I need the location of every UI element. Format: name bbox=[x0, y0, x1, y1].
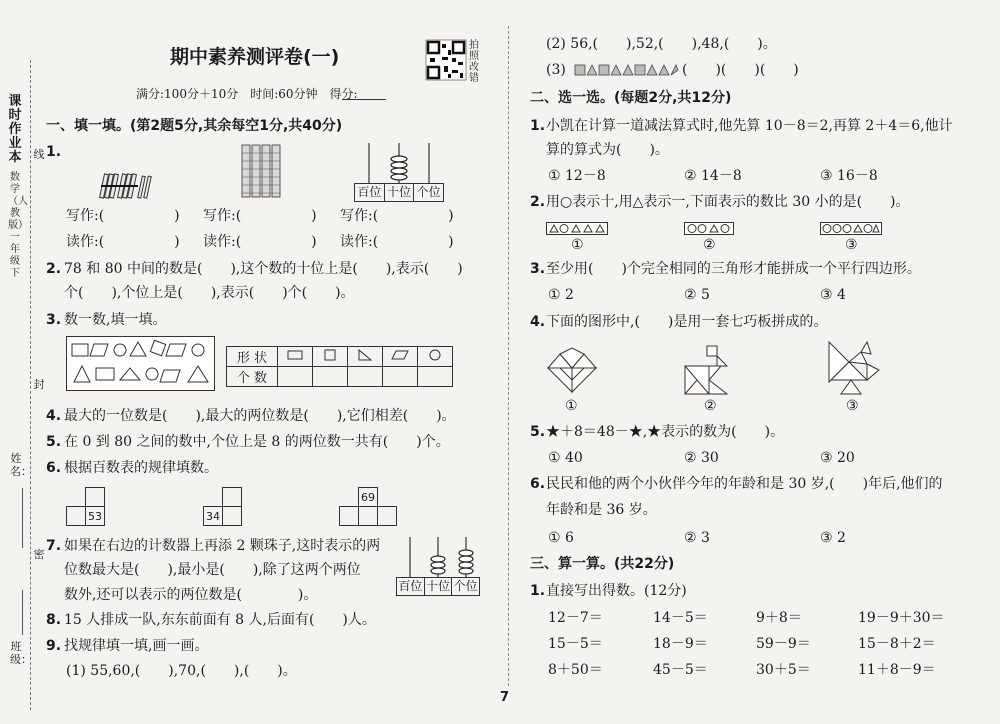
s2-q5-option-1[interactable]: ① 40 bbox=[548, 450, 583, 466]
s2-q5-text[interactable]: ★＋8＝48－★,★表示的数为( )。 bbox=[546, 424, 785, 440]
calc-item[interactable]: 12－7＝ bbox=[548, 610, 603, 626]
calc-item[interactable]: 45－5＝ bbox=[653, 662, 708, 678]
s2-q1-option-2[interactable]: ② 14－8 bbox=[684, 168, 742, 184]
grid-cell-given: 69 bbox=[359, 488, 378, 507]
calc-item[interactable]: 14－5＝ bbox=[653, 610, 708, 626]
abacus-label: 个位 bbox=[416, 185, 441, 199]
s1-q9-number: 9. bbox=[46, 638, 62, 654]
abacus-label: 百位 bbox=[397, 578, 425, 595]
abacus-label: 十位 bbox=[385, 184, 415, 201]
s2-q6-line1[interactable]: 民民和他的两个小伙伴今年的年龄和是 30 岁,( )年后,他们的 bbox=[546, 476, 943, 492]
page-title: 期中素养测评卷(一) bbox=[170, 46, 340, 68]
circle-icon bbox=[429, 349, 441, 361]
s1-q1-write-1[interactable]: 写作:( ) bbox=[66, 208, 180, 224]
s1-q9-text: 找规律填一填,画一画。 bbox=[64, 638, 209, 654]
spine-seal-word: 封 bbox=[33, 378, 45, 391]
s2-q1-number: 1. bbox=[530, 118, 546, 134]
spine-binding-line bbox=[30, 60, 31, 710]
s2-q5-option-2[interactable]: ② 30 bbox=[684, 450, 719, 466]
s1-q9-part3-prefix: (3) bbox=[546, 62, 566, 78]
s1-q6-text: 根据百数表的规律填数。 bbox=[64, 460, 218, 476]
s1-q3-number: 3. bbox=[46, 312, 62, 328]
shape-pattern-icon bbox=[574, 64, 678, 76]
s1-q1-number: 1. bbox=[46, 144, 62, 160]
option-figure-3[interactable] bbox=[820, 222, 882, 235]
spine-dense-word: 密 bbox=[33, 548, 45, 561]
s1-q7-line3[interactable]: 数外,还可以表示的两位数是( )。 bbox=[64, 587, 318, 603]
abacus-q7-icon bbox=[396, 537, 480, 579]
s1-q9-part3-blanks[interactable]: ( )( )( ) bbox=[682, 62, 799, 78]
spine-class-label: 班级： bbox=[10, 640, 32, 666]
grid-cell[interactable] bbox=[378, 507, 397, 526]
square-icon bbox=[324, 349, 336, 361]
calc-item[interactable]: 18－9＝ bbox=[653, 636, 708, 652]
section-3-heading: 三、算一算。(共22分) bbox=[530, 556, 675, 572]
s1-q7-line2[interactable]: 位数最大是( ),最小是( ),除了这两个两位 bbox=[64, 562, 361, 578]
count-cell[interactable] bbox=[278, 367, 313, 387]
shape-row-label: 形 状 bbox=[227, 347, 278, 367]
bundled-sticks-icon bbox=[98, 170, 158, 200]
s2-q6-option-3[interactable]: ③ 2 bbox=[820, 530, 846, 546]
s1-q1-read-2[interactable]: 读作:( ) bbox=[203, 234, 317, 250]
shape-parallelogram-cell bbox=[383, 347, 418, 367]
s2-q2-number: 2. bbox=[530, 194, 546, 210]
calc-item[interactable]: 8＋50＝ bbox=[548, 662, 603, 678]
s1-q4-text[interactable]: 最大的一位数是( ),最大的两位数是( ),它们相差( )。 bbox=[64, 408, 456, 424]
s1-q7-line1: 如果在右边的计数器上再添 2 颗珠子,这时表示的两 bbox=[64, 538, 381, 554]
s1-q1-read-1[interactable]: 读作:( ) bbox=[66, 234, 180, 250]
spine-line-word: 线 bbox=[33, 148, 45, 161]
s2-q5-number: 5. bbox=[530, 424, 546, 440]
s2-q2-text[interactable]: 用○表示十,用△表示一,下面表示的数比 30 小的是( )。 bbox=[546, 194, 910, 210]
shape-rect-cell bbox=[278, 347, 313, 367]
qr-caption: 拍照改错 bbox=[469, 40, 479, 84]
count-cell[interactable] bbox=[313, 367, 348, 387]
s3-q1-text: 直接写出得数。(12分) bbox=[546, 583, 687, 599]
calc-item[interactable]: 15－5＝ bbox=[548, 636, 603, 652]
calc-item[interactable]: 59－9＝ bbox=[756, 636, 811, 652]
s1-q9-part2[interactable]: (2) 56,( ),52,( ),48,( )。 bbox=[546, 36, 777, 52]
grid-cell[interactable] bbox=[223, 507, 242, 526]
s1-q5-number: 5. bbox=[46, 434, 62, 450]
triangle-icon bbox=[358, 349, 372, 361]
spine-subject: 数学（人教版）一年级下 bbox=[8, 172, 28, 279]
parallelogram-icon bbox=[391, 350, 409, 360]
count-cell[interactable] bbox=[383, 367, 418, 387]
abacus-q1-icon bbox=[354, 143, 444, 185]
shape-circle-cell bbox=[418, 347, 453, 367]
grid-cell-given: 34 bbox=[204, 507, 223, 526]
spine-class-line bbox=[22, 590, 23, 635]
s1-q9-part1[interactable]: (1) 55,60,( ),70,( ),( )。 bbox=[66, 663, 297, 679]
score-blank-line bbox=[342, 99, 386, 100]
section-1-heading: 一、填一填。(第2题5分,其余每空1分,共40分) bbox=[46, 118, 343, 134]
s1-q7-number: 7. bbox=[46, 538, 62, 554]
hundred-grid-2 bbox=[203, 487, 242, 526]
s2-q4-label-1: ① bbox=[565, 398, 578, 414]
tangram-figure-3[interactable] bbox=[827, 340, 883, 396]
calc-item[interactable]: 15－8＋2＝ bbox=[858, 636, 936, 652]
s1-q1-read-3[interactable]: 读作:( ) bbox=[340, 234, 454, 250]
hundred-grid-3 bbox=[339, 487, 397, 526]
s2-q6-option-1[interactable]: ① 6 bbox=[548, 530, 574, 546]
spine-name-label: 姓名： bbox=[10, 452, 32, 478]
s2-q6-line2: 年龄和是 36 岁。 bbox=[546, 502, 657, 518]
spine-book-title: 课时作业本 bbox=[8, 94, 22, 165]
s1-q8-text[interactable]: 15 人排成一队,东东前面有 8 人,后面有( )人。 bbox=[64, 612, 376, 628]
shape-triangle-cell bbox=[348, 347, 383, 367]
abacus-label: 个位 bbox=[453, 579, 478, 593]
s2-q1-option-3[interactable]: ③ 16－8 bbox=[820, 168, 878, 184]
count-row-label: 个 数 bbox=[227, 367, 278, 387]
s2-q4-number: 4. bbox=[530, 314, 546, 330]
s2-q2-label-2: ② bbox=[703, 237, 716, 253]
option-figure-1[interactable] bbox=[546, 222, 608, 235]
s2-q3-option-3[interactable]: ③ 4 bbox=[820, 287, 846, 303]
qr-code-icon bbox=[426, 40, 466, 80]
grid-cell[interactable] bbox=[359, 507, 378, 526]
grid-cell-given: 53 bbox=[86, 507, 105, 526]
s1-q3-text: 数一数,填一填。 bbox=[64, 312, 167, 328]
column-divider bbox=[508, 26, 509, 686]
s1-q1-write-2[interactable]: 写作:( ) bbox=[203, 208, 317, 224]
s2-q2-label-1: ① bbox=[571, 237, 584, 253]
s2-q3-text[interactable]: 至少用( )个完全相同的三角形才能拼成一个平行四边形。 bbox=[546, 261, 921, 277]
s2-q1-line1: 小凯在计算一道减法算式时,他先算 10－8＝2,再算 2＋4＝6,他计 bbox=[546, 118, 953, 134]
calc-item[interactable]: 19－9＋30＝ bbox=[858, 610, 945, 626]
section-2-heading: 二、选一选。(每题2分,共12分) bbox=[530, 90, 732, 106]
s2-q3-option-2[interactable]: ② 5 bbox=[684, 287, 710, 303]
s1-q1-write-3[interactable]: 写作:( ) bbox=[340, 208, 454, 224]
shapes-picture-icon bbox=[66, 336, 216, 392]
tangram-figure-2[interactable] bbox=[683, 342, 733, 398]
calc-item[interactable]: 30＋5＝ bbox=[756, 662, 811, 678]
spine-name-line bbox=[22, 488, 23, 548]
s2-q2-label-3: ③ bbox=[845, 237, 858, 253]
option-figure-2[interactable] bbox=[684, 222, 734, 235]
abacus-label: 十位 bbox=[425, 578, 453, 595]
s2-q6-option-2[interactable]: ② 3 bbox=[684, 530, 710, 546]
s2-q1-option-1[interactable]: ① 12－8 bbox=[548, 168, 606, 184]
abacus-q7-labels bbox=[396, 577, 480, 596]
hundred-grid-1 bbox=[66, 487, 105, 526]
s2-q6-number: 6. bbox=[530, 476, 546, 492]
calc-item[interactable]: 11＋8－9＝ bbox=[858, 662, 936, 678]
s3-q1-number: 1. bbox=[530, 583, 546, 599]
s2-q4-label-3: ③ bbox=[846, 398, 859, 414]
grid-cell[interactable] bbox=[67, 507, 86, 526]
grid-cell[interactable] bbox=[340, 507, 359, 526]
s1-q5-text[interactable]: 在 0 到 80 之间的数中,个位上是 8 的两位数一共有( )个。 bbox=[64, 434, 450, 450]
s2-q3-option-1[interactable]: ① 2 bbox=[548, 287, 574, 303]
s2-q4-text[interactable]: 下面的图形中,( )是用一套七巧板拼成的。 bbox=[546, 314, 828, 330]
s2-q5-option-3[interactable]: ③ 20 bbox=[820, 450, 855, 466]
shape-count-table bbox=[226, 346, 453, 387]
s1-q2-line1[interactable]: 78 和 80 中间的数是( ),这个数的十位上是( ),表示( ) bbox=[64, 261, 463, 277]
s1-q2-line2[interactable]: 个( ),个位上是( ),表示( )个( )。 bbox=[64, 285, 355, 301]
abacus-label: 百位 bbox=[355, 184, 385, 201]
grid-cell[interactable] bbox=[223, 488, 242, 507]
score-meta: 满分:100分＋10分 时间:60分钟 得分: bbox=[136, 87, 358, 101]
s1-q4-number: 4. bbox=[46, 408, 62, 424]
grid-cell[interactable] bbox=[86, 488, 105, 507]
abacus-q1-labels bbox=[354, 183, 444, 202]
s1-q8-number: 8. bbox=[46, 612, 62, 628]
page-number: 7 bbox=[500, 690, 510, 705]
s1-q6-number: 6. bbox=[46, 460, 62, 476]
count-cell[interactable] bbox=[348, 367, 383, 387]
calc-item[interactable]: 9＋8＝ bbox=[756, 610, 802, 626]
s2-q1-line2[interactable]: 算的算式为( )。 bbox=[546, 142, 669, 158]
s2-q3-number: 3. bbox=[530, 261, 546, 277]
shape-square-cell bbox=[313, 347, 348, 367]
s2-q4-label-2: ② bbox=[704, 398, 717, 414]
tens-rods-icon bbox=[240, 143, 290, 199]
s1-q2-number: 2. bbox=[46, 261, 62, 277]
rectangle-icon bbox=[287, 350, 303, 360]
tangram-figure-1[interactable] bbox=[546, 344, 598, 396]
count-cell[interactable] bbox=[418, 367, 453, 387]
